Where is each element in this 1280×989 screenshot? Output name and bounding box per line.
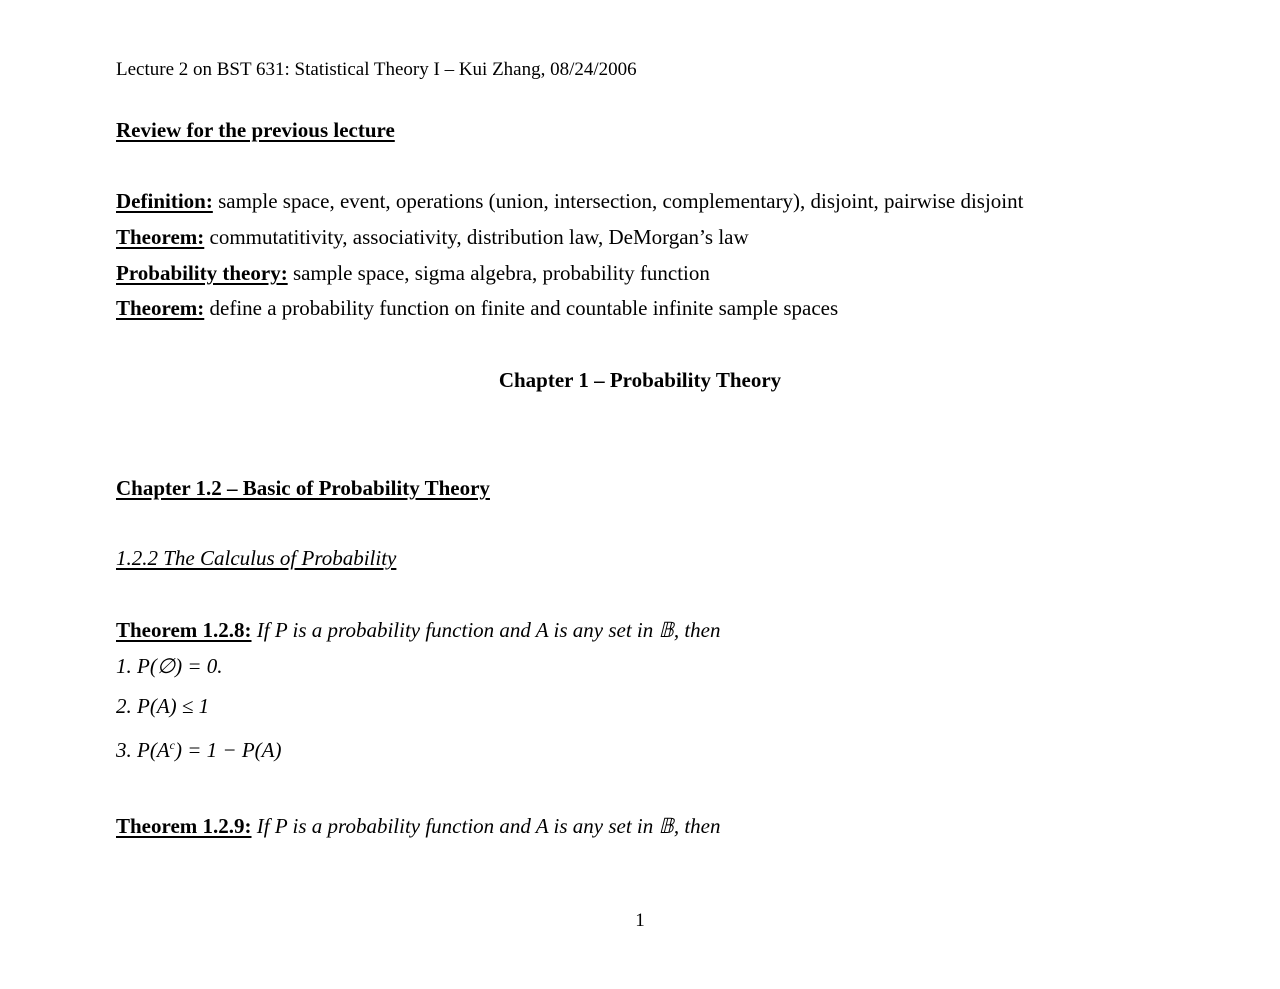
theorem-item-2	[116, 696, 209, 717]
review-item-text: commutatitivity, associativity, distribution law, DeMorgan’s law	[204, 225, 749, 249]
review-title: Review for the previous lecture	[116, 118, 395, 142]
chapter-title: Chapter 1 – Probability Theory	[498, 368, 782, 392]
item-expression: P(∅) = 0.	[137, 654, 223, 678]
theorem-statement: If P is a probability function and A is any set in 𝔹, then	[251, 814, 721, 838]
item-expression: P(A) ≤ 1	[137, 694, 210, 718]
section-title: Chapter 1.2 – Basic of Probability Theory	[116, 476, 490, 500]
running-header: Lecture 2 on BST 631: Statistical Theory I – Kui Zhang, 08/24/2006	[116, 59, 637, 80]
complement-superscript: c	[169, 738, 175, 752]
theorem-label: Theorem 1.2.9:	[116, 814, 252, 838]
review-item-theorem-define	[116, 298, 838, 319]
page-number: 1	[635, 910, 645, 931]
review-item-text: sample space, sigma algebra, probability function	[287, 261, 710, 285]
theorem-statement: If P is a probability function and A is any set in 𝔹, then	[251, 618, 721, 642]
review-item-label: Theorem:	[116, 296, 205, 320]
review-item-theorem-laws	[116, 227, 749, 248]
theorem-item-3	[116, 739, 281, 761]
review-item-label: Probability theory:	[116, 261, 288, 285]
review-item-text: sample space, event, operations (union, intersection, complementary), disjoint, pairwise disjoint	[212, 189, 1024, 213]
theorem-item-1	[116, 656, 223, 677]
theorem-1-2-9	[116, 816, 721, 837]
theorem-label: Theorem 1.2.8:	[116, 618, 252, 642]
review-item-text: define a probability function on finite and countable infinite sample spaces	[204, 296, 839, 320]
item-number: 1.	[116, 654, 137, 678]
item-expression-pre: P(A	[137, 738, 170, 762]
review-item-label: Definition:	[116, 189, 213, 213]
item-number: 3.	[116, 738, 137, 762]
item-expression-post: ) = 1 − P(A)	[174, 738, 282, 762]
item-number: 2.	[116, 694, 137, 718]
review-item-label: Theorem:	[116, 225, 205, 249]
review-item-definition	[116, 191, 1023, 212]
theorem-1-2-8	[116, 620, 721, 641]
subsection-title: 1.2.2 The Calculus of Probability	[116, 546, 397, 570]
review-item-probability-theory	[116, 263, 710, 284]
